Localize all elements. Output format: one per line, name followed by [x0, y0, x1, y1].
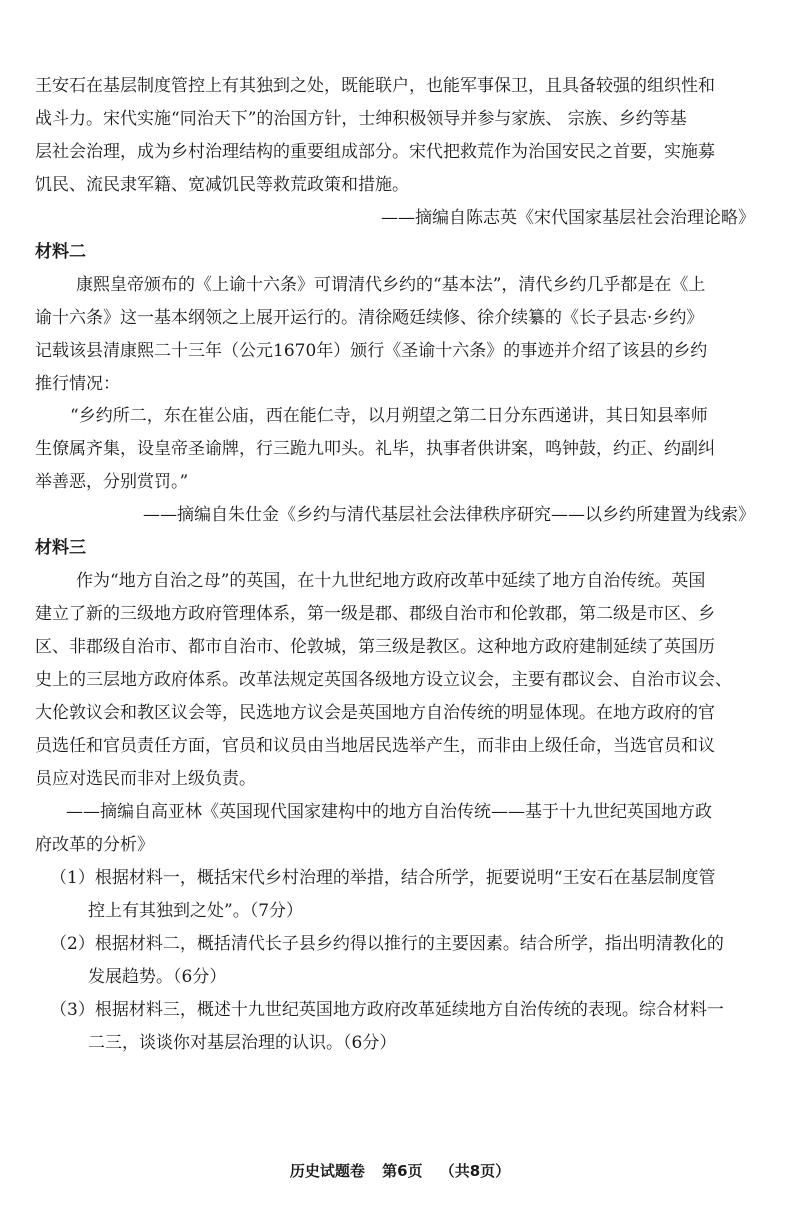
- material3-heading: 材料三: [35, 538, 86, 558]
- material2-line: 推行情况：: [35, 374, 120, 394]
- footer-exam-title: 历史试题卷: [289, 1162, 365, 1180]
- material3-source: 府改革的分析》: [35, 835, 154, 855]
- material3-line: 建立了新的三级地方政府管理体系，第一级是郡、郡级自治市和伦敦郡，第二级是市区、乡: [35, 604, 715, 624]
- question-2-cont: 发展趋势。（6分）: [88, 967, 227, 987]
- material1-line: 层社会治理，成为乡村治理结构的重要组成部分。宋代把救荒作为治国安民之首要，实施募: [35, 142, 715, 162]
- material2-source: ——摘编自朱仕金《乡约与清代基层社会法律秩序研究——以乡约所建置为线索》: [143, 505, 755, 525]
- material3-line: 员选任和官员责任方面，官员和议员由当地居民选举产生，而非由上级任命，当选官员和议: [35, 736, 715, 756]
- material1-source: ——摘编自陈志英《宋代国家基层社会治理论略》: [381, 208, 755, 228]
- question-1: （1）根据材料一，概括宋代乡村治理的举措，结合所学，扼要说明“王安石在基层制度管: [50, 868, 716, 888]
- material2-line: 谕十六条》这一基本纲领之上展开运行的。清徐飏廷续修、徐介续纂的《长子县志·乡约》: [35, 308, 704, 328]
- material3-line: 史上的三层地方政府体系。改革法规定英国各级地方设立议会，主要有郡议会、自治市议会、: [35, 670, 732, 690]
- footer-total-pages: （共8页）: [439, 1162, 511, 1180]
- material1-line: 战斗力。宋代实施“同治天下”的治国方针，士绅积极领导并参与家族、 宗族、乡约等基: [35, 109, 687, 129]
- material3-line: 作为“地方自治之母”的英国，在十九世纪地方政府改革中延续了地方自治传统。英国: [76, 571, 706, 591]
- material2-line: 记载该县清康熙二十三年（公元1670年）颁行《圣谕十六条》的事迹并介绍了该县的乡约: [35, 341, 708, 361]
- material1-line: 王安石在基层制度管控上有其独到之处，既能联户，也能军事保卫，且具备较强的组织性和: [35, 76, 715, 96]
- material1-line: 饥民、流民隶军籍、宽减饥民等救荒政策和措施。: [35, 175, 409, 195]
- material3-line: 区、非郡级自治市、都市自治市、伦敦城，第三级是教区。这种地方政府建制延续了英国历: [35, 637, 715, 657]
- material2-quote-line: “乡约所二，东在崔公庙，西在能仁寺，以月朔望之第二日分东西递讲，其日知县率师: [70, 406, 708, 426]
- question-1-cont: 控上有其独到之处”。（7分）: [88, 901, 304, 921]
- material2-quote-line: 生僚属齐集，设皇帝圣谕牌，行三跪九叩头。礼毕，执事者供讲案，鸣钟鼓，约正、约副纠: [35, 439, 715, 459]
- material2-line: 康熙皇帝颁布的《上谕十六条》可谓清代乡约的“基本法”，清代乡约几乎都是在《上: [76, 275, 706, 295]
- question-3-cont: 二三，谈谈你对基层治理的认识。（6分）: [88, 1033, 397, 1053]
- question-2: （2）根据材料二，概括清代长子县乡约得以推行的主要因素。结合所学，指出明清教化的: [50, 934, 724, 954]
- material3-line: 大伦敦议会和教区议会等，民选地方议会是英国地方自治传统的明显体现。在地方政府的官: [35, 703, 715, 723]
- material2-quote-line: 举善恶，分别赏罚。”: [35, 472, 189, 492]
- page-footer: [0, 1160, 800, 1182]
- material3-source: ——摘编自高亚林《英国现代国家建构中的地方自治传统——基于十九世纪英国地方政: [66, 802, 712, 822]
- material2-heading: 材料二: [35, 242, 86, 262]
- footer-page-number: 第6页: [382, 1162, 423, 1180]
- question-3: （3）根据材料三，概述十九世纪英国地方政府改革延续地方自治传统的表现。综合材料一: [50, 1000, 724, 1020]
- material3-line: 员应对选民而非对上级负责。: [35, 769, 256, 789]
